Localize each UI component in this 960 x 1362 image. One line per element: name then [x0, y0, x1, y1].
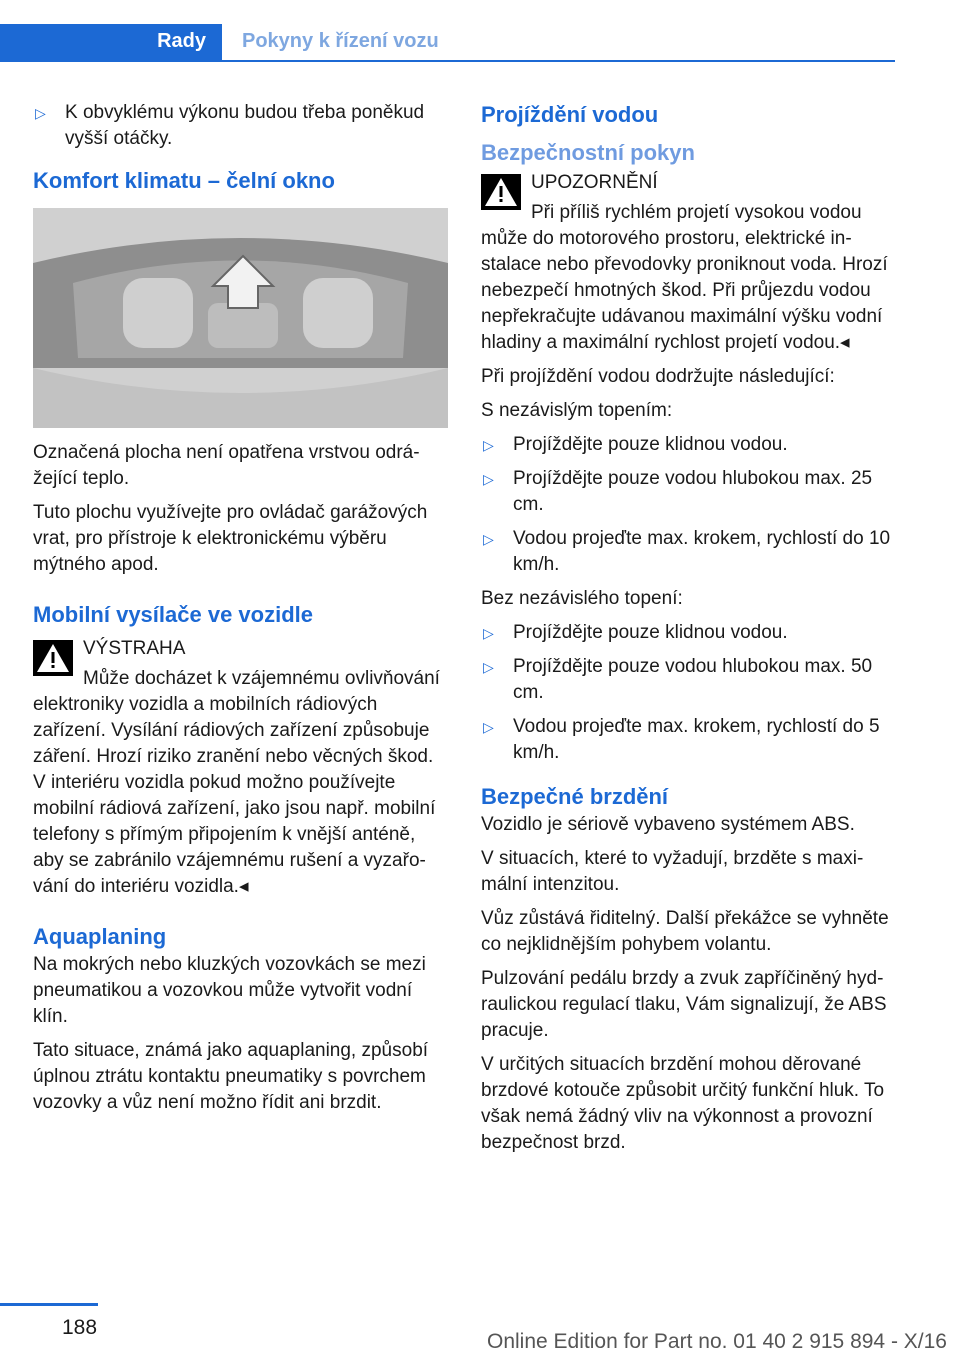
heading-mobilni: Mobilní vysílače ve vozidle	[33, 602, 313, 627]
warning-block	[481, 170, 896, 356]
page-header	[0, 24, 895, 62]
warning-title: VÝSTRAHA	[83, 638, 186, 659]
warning-title: UPOZORNĚNÍ	[531, 172, 658, 193]
heading-bezpecne-brzdeni: Bezpečné brzdění	[481, 784, 669, 809]
heading-projizdeni: Projíždění vodou	[481, 102, 659, 127]
edition-text: Online Edition for Part no. 01 40 2 915 894 - X/16	[487, 1330, 947, 1353]
paragraph: Tuto plochu využívejte pro ovládač garážových vrat, pro přístroje k elektronickému výběru mýtného apod.	[33, 502, 428, 575]
tab-pokyny[interactable]: Pokyny k řízení vozu	[242, 30, 439, 52]
warning-text: Může docházet k vzájemnému ovlivňování elektroniky vozidla a mobilních rádiových zařízení. Vysílání rádiových zařízení způsobuje záření. Hrozí riziko zranění nebo věcných škod. V interiéru vozidla pokud možno používejte mobilní rádiová zařízení, jako jsou např. mobilní telefony s přímým připojením k vnější anténě, aby se zabránilo vzájemnému rušení a vyzařování do interiéru vozidla.◂	[33, 668, 440, 897]
list-item: ▷ Vodou projeďte max. krokem, rychlostí do 5 km/h.	[483, 716, 880, 763]
paragraph: Při projíždění vodou dodržujte následující:	[481, 366, 835, 387]
triangle-right-icon: ▷	[483, 625, 494, 641]
warning-triangle-icon	[481, 174, 521, 210]
windshield-photo	[33, 208, 448, 428]
paragraph: Bez nezávislého topení:	[481, 588, 683, 609]
list-item: ▷ Projíždějte pouze vodou hlubokou max. 50 cm.	[483, 656, 873, 703]
triangle-right-icon: ▷	[483, 659, 494, 675]
triangle-right-icon: ▷	[483, 437, 494, 453]
heading-bezpecnostni-pokyn: Bezpečnostní pokyn	[481, 140, 695, 165]
paragraph: Označená plocha není opatřena vrstvou odrážející teplo.	[33, 442, 420, 489]
page-number: 188	[62, 1316, 98, 1339]
paragraph: Na mokrých nebo kluzkých vozovkách se mezi pneumatikou a vozovkou může vytvořit vodní klín.	[33, 954, 426, 1027]
triangle-right-icon: ▷	[483, 531, 494, 547]
list-item: ▷ K obvyklému výkonu budou třeba poněkud vyšší otáčky.	[35, 102, 425, 149]
paragraph: V situacích, které to vyžadují, brzděte s maximální intenzitou.	[481, 848, 864, 895]
tab-rady[interactable]: Rady	[0, 24, 222, 62]
heading-aquaplaning: Aquaplaning	[33, 924, 167, 949]
paragraph: Vůz zůstává řiditelný. Další překážce se vyhněte co nejklidnějším pohybem volantu.	[481, 908, 889, 955]
right-column	[481, 100, 896, 1164]
list-item: ▷ Projíždějte pouze klidnou vodou.	[481, 620, 896, 646]
paragraph: V určitých situacích brzdění mohou děrované brzdové kotouče způsobit určitý funkční hluk. To však nemá žádný vliv na výkonnost a provozní bezpečnost brzd.	[481, 1054, 885, 1153]
triangle-right-icon: ▷	[483, 471, 494, 487]
triangle-right-icon: ▷	[35, 105, 46, 121]
warning-triangle-icon	[33, 640, 73, 676]
paragraph: Vozidlo je sériově vybaveno systémem ABS.	[481, 814, 855, 835]
triangle-right-icon: ▷	[483, 719, 494, 735]
paragraph: S nezávislým topením:	[481, 400, 673, 421]
list-item: ▷ Projíždějte pouze vodou hlubokou max. 25 cm.	[483, 468, 873, 515]
list-item: ▷ Projíždějte pouze klidnou vodou.	[481, 432, 896, 458]
paragraph: Tato situace, známá jako aquaplaning, způsobí úplnou ztrátu kontaktu pneumatiky s povrchem vozovky a vůz není možno řídit ani brzdit.	[33, 1040, 429, 1113]
warning-block	[33, 636, 448, 900]
heading-komfort: Komfort klimatu – čelní okno	[33, 168, 335, 193]
header-line	[222, 60, 895, 62]
paragraph: Pulzování pedálu brzdy a zvuk zapříčiněný hydraulickou regulací tlaku, Vám signalizují, že ABS pracuje.	[481, 968, 887, 1041]
footer-line	[0, 1303, 98, 1306]
left-column	[33, 100, 448, 1124]
list-item: ▷ Vodou projeďte max. krokem, rychlostí do 10 km/h.	[483, 528, 891, 575]
warning-text: Při příliš rychlém projetí vysokou vodou může do motorového prostoru, elektrické instalace nebo převodovky proniknout voda. Hrozí nebezpečí hmotných škod. Při průjezdu vodou nepřekračujte udávanou maximální výšku vodní hladiny a maximální rychlost projetí vodou.◂	[481, 202, 888, 353]
